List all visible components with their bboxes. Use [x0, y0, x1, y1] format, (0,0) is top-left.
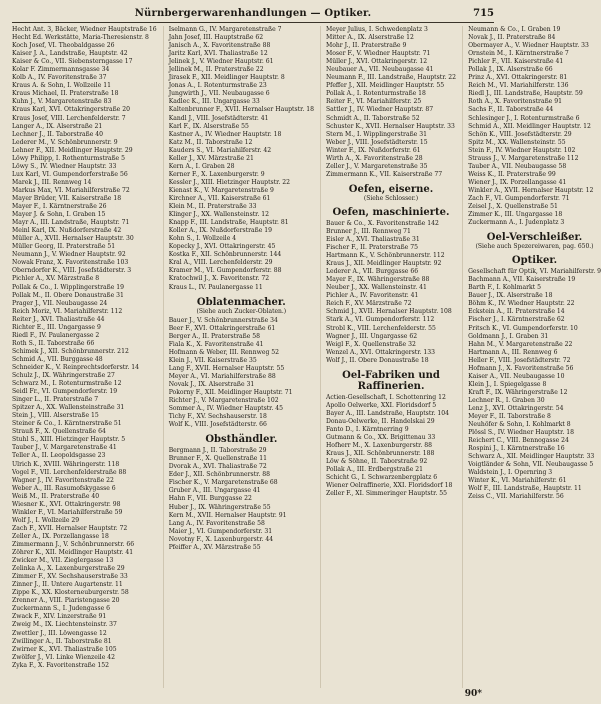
directory-entry: Pichler A., IV. Favoritenstr. 41 — [325, 292, 419, 300]
directory-entry: Wolf J., I. Wollzeile 29 — [12, 516, 80, 524]
section-title: Oel-Fabriken und Raffinerien. — [342, 369, 440, 392]
directory-entry: Langer A., IX. Alserstraße 21 — [12, 122, 103, 130]
directory-entry: Kraus Karl, XVI. Ottakringerstraße 20 — [12, 106, 130, 114]
directory-entry: Moser F., V. Wiedner Hauptstr. 71 — [325, 50, 431, 58]
directory-entry: Eckstein A., II. Praterstraße 14 — [468, 308, 565, 316]
directory-entry: Böhm K., IV. Wiedner Hauptstr. 22 — [468, 300, 575, 308]
section-subtitle: (Siehe Schlosser.) — [363, 194, 419, 202]
directory-entry: Seidl Fr., VI. Gumpendorferstr. 19 — [12, 388, 118, 396]
directory-entry: Hahn M., V. Margaretenstraße 22 — [468, 340, 573, 348]
directory-entry: Winter K., VI. Mariahilferstr. 61 — [468, 477, 567, 485]
directory-entry: Gruber A., III. Ungargasse 41 — [168, 487, 261, 495]
directory-entry: Bauer J., IX. Alserstraße 18 — [468, 292, 553, 300]
directory-entry: Kadlec K., III. Ungargasse 33 — [168, 98, 260, 106]
signature-mark: 90* — [464, 689, 482, 699]
directory-entry: Pollak M., II. Obere Donaustraße 31 — [12, 291, 124, 299]
column-2-entries-bottom — [169, 447, 314, 552]
directory-entry: Lehner F., XII. Meidlinger Hauptstr. 29 — [12, 146, 133, 154]
directory-entry: Strauss J., V. Margaretenstraße 112 — [468, 154, 579, 162]
directory-entry: Jellinek M., II. Praterstraße 22 — [168, 66, 264, 74]
directory-entry: Zeisel J., X. Quellenstraße 51 — [468, 203, 558, 211]
directory-entry: Spitz M., XX. Wallensteinstr. 55 — [468, 138, 566, 146]
directory-entry: Zeller J., V. Margaretenstraße 35 — [325, 162, 428, 170]
directory-entry: Schuster K., XVII. Hernalser Hauptstr. 33 — [325, 122, 455, 130]
directory-entry: Hofmann & Weber, III. Rennweg 52 — [168, 348, 280, 356]
directory-entry: Zwölfer J., VI. Linke Wienzeile 42 — [12, 653, 116, 661]
directory-entry: Reiter F., VI. Mariahilferstr. 25 — [325, 98, 422, 106]
directory-entry: Schmid A., XII. Meidlinger Hauptstr. 12 — [468, 122, 591, 130]
directory-entry: Singer L., II. Praterstraße 7 — [12, 396, 99, 404]
directory-entry: Kraus A. & Sohn, I. Wollzeile 11 — [12, 82, 111, 90]
column-4-entries-top — [468, 26, 601, 227]
directory-entry: Kopecky J., XVI. Ottakringerstr. 45 — [168, 243, 276, 251]
directory-entry: Kern A., I. Graben 28 — [168, 162, 235, 170]
page-header — [12, 8, 494, 23]
directory-entry: Meyer F., II. Taborstraße 8 — [468, 413, 551, 421]
directory-entry: Pichler A., XV. Märzstraße 8 — [12, 275, 100, 283]
directory-entry: Heller F., VIII. Josefstädterstr. 72 — [468, 356, 571, 364]
directory-entry: Strobl K., VIII. Lerchenfelderstr. 55 — [325, 324, 436, 332]
directory-entry: Kral A., VIII. Lerchenfelderstr. 29 — [168, 259, 273, 267]
directory-entry: Richter J., V. Margaretenstraße 102 — [168, 397, 279, 405]
directory-entry: Zeller F., XI. Simmeringer Hauptstr. 55 — [325, 490, 447, 498]
column-3 — [320, 26, 456, 688]
directory-entry: Steiner & Co., I. Kärntnerstraße 51 — [12, 420, 122, 428]
directory-entry: Schimek J., XII. Schönbrunnerstr. 212 — [12, 347, 129, 355]
directory-entry: Fischer K., V. Margaretenstraße 68 — [168, 479, 278, 487]
directory-entry: Reiter J., XVI. Thaliastraße 44 — [12, 315, 105, 323]
column-3-entries-top — [326, 26, 456, 179]
directory-entry: Tichy F., XV. Sechshauserstr. 18 — [168, 413, 267, 421]
directory-entry: Knapp F., III. Landstraße, Hauptstr. 81 — [168, 219, 289, 227]
directory-entry: Novak J., II. Praterstraße 84 — [468, 34, 556, 42]
directory-entry: Roth A., X. Favoritenstraße 91 — [468, 98, 562, 106]
directory-entry: Brunner J., III. Rennweg 71 — [325, 227, 411, 235]
directory-entry: Winkler F., VI. Mariahilferstraße 59 — [12, 508, 123, 516]
directory-entry: Bachmann A., VII. Kaiserstraße 19 — [468, 276, 576, 284]
directory-entry: Neuhöfer & Sohn, I. Kohlmarkt 8 — [468, 421, 571, 429]
directory-entry: Lederer M., V. Schönbrunnerstr. 9 — [12, 138, 118, 146]
directory-entry: Sommer A., IV. Wiedner Hauptstr. 45 — [168, 405, 284, 413]
directory-entry: Gesellschaft für Optik, VI. Mariahilferstr. 9 — [468, 268, 601, 276]
directory-entry: Hecht Ed. Werkstätte, Maria-Theresienstr. 8 — [12, 34, 149, 42]
section-title: Optiker. — [511, 255, 558, 267]
directory-entry: Kohn S., I. Wollzeile 4 — [168, 235, 237, 243]
directory-entry: Ornstein M., I. Kärntnerstraße 7 — [468, 50, 569, 58]
directory-entry: Kramer M., VI. Gumpendorferstr. 88 — [168, 267, 282, 275]
directory-entry: Zimmer F., XV. Sechshauserstraße 33 — [12, 573, 128, 581]
directory-entry: Kolar F. Zimmermannsgasse 34 — [12, 66, 110, 74]
directory-entry: Kaiser J. A., Landstraße, Hauptstr. 42 — [12, 50, 128, 58]
directory-entry: Zuckermann S., I. Judengasse 6 — [12, 605, 111, 613]
directory-entry: Hecht Ant. 3, Bäcker, Wiedner Hauptstraße 16 — [12, 26, 157, 33]
directory-entry: Kaiser & Co., VII. Siebensterngasse 17 — [12, 58, 133, 66]
directory-entry: Hartmann A., III. Rennweg 6 — [468, 348, 558, 356]
directory-entry: Kaltenbrunner F., XVII. Hernalser Hauptstr. 18 — [168, 106, 314, 114]
directory-entry: Zwirner K., XVI. Thaliastraße 105 — [12, 645, 117, 653]
directory-entry: Kraft F., IX. Währingerstraße 12 — [468, 388, 568, 396]
directory-entry: Sachs F., II. Taborstraße 44 — [468, 106, 554, 114]
directory-entry: Maier J., VI. Gumpendorferstr. 31 — [168, 527, 273, 535]
directory-entry: Neubauer A., VII. Neubaugasse 41 — [325, 66, 434, 74]
directory-entry: Zyka F., X. Favoritenstraße 152 — [12, 661, 110, 669]
directory-entry: Neumann F., III. Landstraße, Hauptstr. 22 — [325, 74, 457, 82]
directory-entry: Voigtländer & Sohn, VII. Neubaugasse 5 — [468, 461, 594, 469]
directory-entry: Zimmermann J., V. Schönbrunnerstr. 66 — [12, 541, 135, 548]
directory-entry: Huber J., IX. Währingerstraße 55 — [168, 503, 271, 511]
directory-entry: Schneider K., V. Reinprechtsdorferstr. 14 — [12, 363, 140, 371]
directory-entry: Janisch A., X. Favoritenstraße 88 — [168, 42, 271, 50]
directory-entry: Nowak Franz, X. Favoritenstraße 103 — [12, 259, 129, 267]
directory-entry: Wolf F., III. Landstraße, Hauptstr. 11 — [468, 485, 582, 493]
directory-entry: Kauders S., VI. Mariahilferstr. 42 — [168, 146, 272, 154]
directory-entry: Brunner F., X. Quellenstraße 11 — [168, 455, 268, 463]
directory-entry: Mayer F., IX. Währingerstraße 88 — [325, 276, 430, 284]
directory-entry: Müller A., XVII. Hernalser Hauptstr. 30 — [12, 235, 134, 243]
directory-entry: Kolb A., IV. Favoritenstraße 37 — [12, 74, 107, 82]
directory-entry: Pollak A., III. Erdbergstraße 21 — [325, 466, 424, 474]
directory-entry: Weber A., III. Rasumofskygasse 6 — [12, 484, 116, 492]
directory-entry: Wagner J., III. Ungargasse 62 — [325, 332, 418, 340]
directory-entry: Hahn F., VII. Burggasse 22 — [168, 495, 252, 503]
directory-entry: Riedl F., IV. Paulanergasse 2 — [12, 331, 100, 339]
directory-entry: Plössl S., IV. Wiedner Hauptstr. 18 — [468, 429, 574, 437]
directory-entry: Weiss K., II. Praterstraße 99 — [468, 170, 556, 178]
column-2-entries-top — [169, 26, 314, 292]
directory-entry: Stein F., IV. Wiedner Hauptstr. 102 — [468, 146, 576, 154]
directory-entry: Zuckermann A., I. Judenplatz 3 — [468, 219, 565, 227]
column-4-entries-bottom — [468, 268, 601, 501]
directory-entry: Zweig M., IX. Liechtensteinstr. 37 — [12, 621, 117, 629]
directory-entry: Müller J., XVI. Ottakringerstr. 12 — [325, 58, 428, 66]
directory-entry: Beer F., XVI. Ottakringerstraße 61 — [168, 324, 276, 332]
directory-entry: Pollak J., IX. Alserstraße 66 — [468, 66, 553, 74]
section-oblatenmacher — [169, 297, 314, 315]
section-title: Oblatenmacher. — [196, 296, 286, 308]
directory-entry: Schicht G., I. Schwarzenbergplatz 6 — [325, 474, 438, 482]
directory-entry: Ulrich K., XVIII. Währingerstr. 118 — [12, 460, 120, 468]
directory-entry: Reichert C., VIII. Bennogasse 24 — [468, 437, 569, 445]
directory-entry: Lederer A., VII. Burggasse 66 — [325, 268, 419, 276]
directory-entry: Mayr A., III. Landstraße, Hauptstr. 71 — [12, 219, 130, 227]
directory-entry: Novotny F., X. Laxenburgerstr. 44 — [168, 535, 274, 543]
directory-entry: Meyer Julius, I. Schwedenplatz 3 — [325, 26, 428, 33]
directory-entry: Zöhrer K., XII. Meidlinger Hauptstr. 41 — [12, 549, 134, 557]
directory-entry: Kastner A., IV. Wiedner Hauptstr. 18 — [168, 130, 282, 138]
directory-entry: Zippe K., XX. Klosterneuburgerstr. 58 — [12, 589, 129, 597]
directory-entry: Schwarz M., I. Rotenturmstraße 12 — [12, 380, 122, 388]
directory-entry: Schmid A., VII. Burggasse 48 — [12, 355, 103, 363]
directory-entry: Stein J., VIII. Alserstraße 15 — [12, 412, 99, 420]
directory-entry: Stern M., I. Wipplingerstraße 31 — [325, 130, 427, 138]
directory-entry: Löw & Söhne, II. Taborstraße 92 — [325, 458, 428, 466]
directory-entry: Klinger J., XX. Wallensteinstr. 12 — [168, 211, 270, 219]
directory-entry: Kraus J., XII. Meidlinger Hauptstr. 92 — [325, 260, 442, 268]
directory-entry: Pollak A., I. Rotenturmstraße 18 — [325, 90, 426, 98]
directory-entry: Schön K., VIII. Josefstädterstr. 29 — [468, 130, 572, 138]
directory-entry: Weiß M., II. Praterstraße 40 — [12, 492, 100, 500]
directory-entry: Kratochwil J., X. Favoritenstr. 72 — [168, 275, 270, 283]
directory-entry: Zach F., VI. Gumpendorferstr. 71 — [468, 194, 570, 202]
directory-entry: Oberndorfer K., VIII. Josefstädterstr. 3 — [12, 267, 132, 275]
directory-entry: Kirchner A., VII. Kaiserstraße 61 — [168, 194, 271, 202]
directory-entry: Schulz J., IX. Währingerstraße 27 — [12, 372, 115, 380]
directory-entry: Fischer J., I. Kärntnerstraße 62 — [468, 316, 565, 324]
directory-entry: Weigl F., X. Quellenstraße 32 — [325, 340, 416, 348]
directory-entry: Zimmermann K., VII. Kaiserstraße 77 — [325, 170, 443, 178]
directory-entry: Neuber J., XX. Wallensteinstr. 41 — [325, 284, 427, 292]
directory-entry: Schmid J., XVII. Hernalser Hauptstr. 108 — [325, 308, 452, 316]
directory-entry: Riedl J., III. Landstraße, Hauptstr. 59 — [468, 90, 583, 98]
directory-entry: Keller J., XV. Märzstraße 21 — [168, 154, 254, 162]
directory-entry: Rospini J., I. Kärntnerstraße 16 — [468, 445, 565, 453]
directory-entry: Novak J., IX. Alserstraße 31 — [168, 380, 255, 388]
directory-entry: Pfeiffer A., XV. Märzstraße 55 — [168, 543, 261, 551]
directory-entry: Kessler J., XIII. Hietzinger Hauptstr. 22 — [168, 178, 290, 186]
directory-entry: Neumann & Co., I. Graben 19 — [468, 26, 561, 33]
directory-entry: Fiala K., X. Favoritenstraße 41 — [168, 340, 264, 348]
directory-entry: Kienast K., V. Margaretenstraße 9 — [168, 186, 274, 194]
directory-entry: Zwettler J., III. Löwengasse 12 — [12, 629, 107, 637]
directory-entry: Mayer J. & Sohn, I. Graben 15 — [12, 211, 106, 219]
directory-entry: Mayer Brüder, VII. Kaiserstraße 18 — [12, 194, 122, 202]
section-optiker — [468, 255, 601, 266]
directory-entry: Gutmann & Co., XX. Brigittenau 33 — [325, 433, 436, 441]
directory-entry: Zwack F., XIV. Linzerstraße 91 — [12, 613, 107, 621]
directory-entry: Prinz A., XVI. Ottakringerstr. 81 — [468, 74, 568, 82]
directory-entry: Tauber J., V. Margaretenstraße 41 — [12, 444, 117, 452]
directory-entry: Meinl Karl, IX. Nußdorferstraße 42 — [12, 227, 122, 235]
directory-entry: Actien-Gesellschaft, I. Schottenring 12 — [325, 393, 446, 401]
directory-entry: Strauß F., X. Quellenstraße 64 — [12, 428, 106, 436]
directory-entry: Lechner J., II. Taborstraße 40 — [12, 130, 104, 138]
directory-entry: Wiesner K., XVI. Ottakringerstr. 98 — [12, 500, 121, 508]
directory-entry: Weber J., VIII. Josefstädterstr. 15 — [325, 138, 428, 146]
directory-entry: Zach F., XVII. Hernalser Hauptstr. 72 — [12, 524, 128, 532]
directory-entry: Klein M., II. Praterstraße 33 — [168, 203, 257, 211]
directory-entry: Bayer A., III. Landstraße, Hauptstr. 104 — [325, 409, 450, 417]
directory-entry: Reich Moriz, VI. Mariahilferstr. 112 — [12, 307, 123, 315]
directory-entry: Klein J., VII. Kaiserstraße 35 — [168, 356, 257, 364]
section-oel-fabriken — [326, 370, 456, 392]
directory-entry: Teller A., II. Leopoldsgasse 23 — [12, 452, 106, 460]
directory-entry: Waldstein J., I. Opernring 3 — [468, 469, 553, 477]
directory-entry: Winkler A., XVII. Hernalser Hauptstr. 12 — [468, 186, 594, 194]
directory-entry: Zimmer K., III. Ungargasse 18 — [468, 211, 563, 219]
directory-entry: Katz M., II. Taborstraße 12 — [168, 138, 253, 146]
section-title: Oefen, maschinierte. — [332, 206, 450, 218]
section-subtitle: (Siehe auch Zucker-Oblaten.) — [196, 307, 287, 315]
directory-entry: Kern M., XVII. Hernalser Hauptstr. 91 — [168, 511, 287, 519]
directory-entry: Jelinek J., V. Wiedner Hauptstr. 61 — [168, 58, 274, 66]
column-3-entries-bottom — [326, 394, 456, 499]
directory-entry: Marek J., III. Rennweg 14 — [12, 178, 92, 186]
directory-entry: Schlesinger J., I. Rotenturmstraße 6 — [468, 114, 580, 122]
directory-entry: Zwillinger A., II. Taborstraße 81 — [12, 637, 112, 645]
directory-entry: Tauber A., VII. Neubaugasse 58 — [468, 162, 567, 170]
section-title: Oefen, eiserne. — [348, 183, 434, 195]
directory-entry: Wenzel A., XVI. Ottakringerstr. 133 — [325, 348, 435, 356]
directory-entry: Stark A., VI. Gumpendorferstr. 112 — [325, 316, 435, 324]
directory-entry: Pokorny F., XII. Meidlinger Hauptstr. 71 — [168, 388, 293, 396]
directory-entry: Winter F., IX. Nußdorferstr. 61 — [325, 146, 421, 154]
section-oel-verschleisser — [468, 232, 601, 250]
directory-entry: Jirasek F., XII. Meidlinger Hauptstr. 8 — [168, 74, 285, 82]
directory-entry: Koller A., IX. Nußdorferstraße 19 — [168, 227, 273, 235]
directory-entry: Reich M., VI. Mariahilferstr. 136 — [468, 82, 569, 90]
directory-entry: Fischer F., II. Praterstraße 75 — [325, 244, 418, 252]
section-subtitle: (Siehe auch Spezereiwaren, pag. 650.) — [475, 243, 594, 251]
directory-entry: Obermayer A., V. Wiedner Hauptstr. 33 — [468, 42, 589, 50]
page-title: Nürnbergerwarenhandlungen — Optiker. — [134, 8, 372, 19]
directory-entry: Kostka F., XII. Schönbrunnerstr. 144 — [168, 251, 282, 259]
directory-entry: Wiener Oelraffinerie, XXI. Floridsdorf 18 — [325, 482, 453, 490]
section-title: Oel-Verschleißer. — [486, 232, 583, 244]
directory-entry: Kraus Michael, II. Praterstraße 18 — [12, 90, 119, 98]
column-1-entries — [12, 26, 157, 670]
directory-entry: Wiener J., IX. Porzellangasse 41 — [468, 178, 567, 186]
column-4 — [462, 26, 601, 688]
column-1 — [12, 26, 157, 688]
section-obsthaendler — [169, 434, 314, 445]
directory-entry: Iselmann G., IV. Margaretenstraße 7 — [168, 26, 282, 33]
directory-entry: Wolf J., II. Obere Donaustraße 18 — [325, 356, 429, 364]
directory-entry: Donau-Oelwerke, II. Handelskai 29 — [325, 417, 435, 425]
directory-entry: Kandl J., VIII. Josefstädterstr. 41 — [168, 114, 269, 122]
directory-entry: Löwy S., IV. Wiedner Hauptstr. 33 — [12, 162, 117, 170]
directory-entry: Jungwirth J., VII. Neubaugasse 6 — [168, 90, 270, 98]
directory-entry: Schmidt A., II. Taborstraße 52 — [325, 114, 420, 122]
directory-entry: Kuhn J., V. Margaretenstraße 83 — [12, 98, 112, 106]
directory-entry: Jaritz Karl, XVI. Thaliastraße 12 — [168, 50, 268, 58]
directory-entry: Fanto D., I. Kärntnerring 9 — [325, 425, 409, 433]
directory-entry: Spitzer A., XX. Wallensteinstraße 31 — [12, 404, 125, 412]
directory-entry: Mayer F., I. Kärntnerstraße 26 — [12, 203, 107, 211]
directory-entry: Eisler A., XVI. Thaliastraße 31 — [325, 235, 420, 243]
directory-entry: Pfeffer J., XII. Meidlinger Hauptstr. 55 — [325, 82, 445, 90]
directory-entry: Lang F., XVII. Hernalser Hauptstr. 55 — [168, 364, 285, 372]
directory-entry: Hofmann J., X. Favoritenstraße 56 — [468, 364, 574, 372]
directory-entry: Berger A., II. Praterstraße 58 — [168, 332, 261, 340]
directory-entry: Pichler F., VII. Kaiserstraße 41 — [468, 58, 564, 66]
directory-entry: Pollak & Co., I. Wipplingerstraße 19 — [12, 283, 124, 291]
directory-entry: Dvorak A., XVI. Thaliastraße 72 — [168, 463, 267, 471]
directory-entry: Wirth A., X. Favoritenstraße 28 — [325, 154, 423, 162]
directory-entry: Apollo Oelwerke, XXI. Floridsdorf 5 — [325, 401, 437, 409]
directory-entry: Bergmann J., II. Taborstraße 29 — [168, 447, 267, 455]
directory-entry: Bauer J., V. Schönbrunnerstraße 34 — [168, 316, 278, 324]
directory-entry: Reich F., XV. Märzstraße 72 — [325, 300, 412, 308]
directory-entry: Zrenner A., VIII. Piaristengasse 20 — [12, 597, 120, 605]
directory-entry: Roth S., II. Taborstraße 66 — [12, 339, 95, 347]
directory-entry: Markus Max, VI. Mariahilferstraße 72 — [12, 186, 130, 194]
directory-entry: Jonas A., I. Rotenturmstraße 23 — [168, 82, 267, 90]
directory-entry: Richter E., III. Ungargasse 9 — [12, 323, 101, 331]
directory-entry: Neumann J., V. Wiedner Hauptstr. 92 — [12, 251, 126, 259]
directory-entry: Kraus J., XII. Schönbrunnerstr. 188 — [325, 450, 435, 458]
directory-entry: Lenz J., XVI. Ottakringerstr. 54 — [468, 404, 564, 412]
directory-entry: Zelinka A., X. Laxenburgerstraße 29 — [12, 565, 125, 573]
directory-entry: Zwicker M., VII. Zieglergasse 13 — [12, 557, 114, 565]
directory-entry: Müller Georg, II. Praterstraße 51 — [12, 243, 116, 251]
directory-entry: Hofherr M., X. Laxenburgerstr. 88 — [325, 442, 433, 450]
directory-entry: Fritsch K., VI. Gumpendorferstr. 10 — [468, 324, 578, 332]
directory-entry: Hartmann K., V. Schönbrunnerstr. 112 — [325, 252, 445, 260]
directory-entry: Meyer A., VI. Mariahilferstraße 88 — [168, 372, 276, 380]
directory-entry: Sattler J., IV. Wiedner Hauptstr. 87 — [325, 106, 434, 114]
column-2-entries-mid — [169, 317, 314, 430]
directory-entry: Bauer & Co., X. Favoritenstraße 142 — [325, 219, 439, 227]
directory-entry: Zeller A., IX. Porzellangasse 18 — [12, 532, 109, 540]
directory-entry: Löwy Philipp, I. Rothenturmstraße 5 — [12, 154, 125, 162]
directory-entry: Kraus Josef, VIII. Lerchenfelderstr. 7 — [12, 114, 126, 122]
directory-entry: Goldmann J., I. Graben 31 — [468, 332, 549, 340]
directory-entry: Prager J., VII. Neubaugasse 24 — [12, 299, 108, 307]
directory-entry: Wolf K., VIII. Josefstädterstr. 66 — [168, 421, 267, 429]
directory-entry: Koch Josef, VI. Theobaldgasse 26 — [12, 42, 115, 50]
directory-entry: Kerner F., X. Laxenburgerstr. 9 — [168, 170, 265, 178]
directory-entry: Zeiss C., VII. Mariahilferstr. 56 — [468, 493, 564, 501]
directory-entry: Lux Karl, VI. Gumpendorferstraße 56 — [12, 170, 128, 178]
page-number: 715 — [473, 8, 494, 19]
directory-entry: Kraus L., IV. Paulanergasse 11 — [168, 283, 263, 291]
directory-entry: Mohr J., II. Praterstraße 9 — [325, 42, 407, 50]
columns — [12, 26, 601, 688]
directory-entry: Lechner R., I. Graben 30 — [468, 396, 545, 404]
directory-entry: Karl F., IX. Alserstraße 55 — [168, 122, 249, 130]
section-title: Obsthändler. — [205, 434, 278, 446]
directory-entry: Vogel F., VII. Lerchenfelderstraße 88 — [12, 468, 127, 476]
directory-entry: Kaiser A., VII. Neubaugasse 10 — [468, 372, 565, 380]
directory-entry: Mitter A., IX. Alserstraße 12 — [325, 34, 414, 42]
directory-entry: Zinner J., II. Untere Augartenstr. 11 — [12, 581, 123, 589]
column-2 — [163, 26, 314, 688]
directory-entry: Klein J., I. Spiegelgasse 8 — [468, 380, 547, 388]
directory-entry: Wagner J., IV. Favoritenstraße 22 — [12, 476, 114, 484]
directory-entry: Eder J., XII. Schönbrunnerstr. 88 — [168, 471, 270, 479]
directory-entry: Lang A., IV. Favoritenstraße 58 — [168, 519, 265, 527]
directory-entry: Schwarz A., XII. Meidlinger Hauptstr. 33 — [468, 453, 595, 461]
directory-entry: Stuhl S., XIII. Hietzinger Hauptstr. 5 — [12, 436, 126, 444]
section-oefen-maschinierte — [326, 207, 456, 218]
directory-entry: Barth F., I. Kohlmarkt 5 — [468, 284, 541, 292]
column-3-entries-mid — [326, 220, 456, 365]
directory-entry: Jahn Josef, III. Hauptstraße 62 — [168, 34, 264, 42]
section-oefen-eiserne — [326, 184, 456, 202]
